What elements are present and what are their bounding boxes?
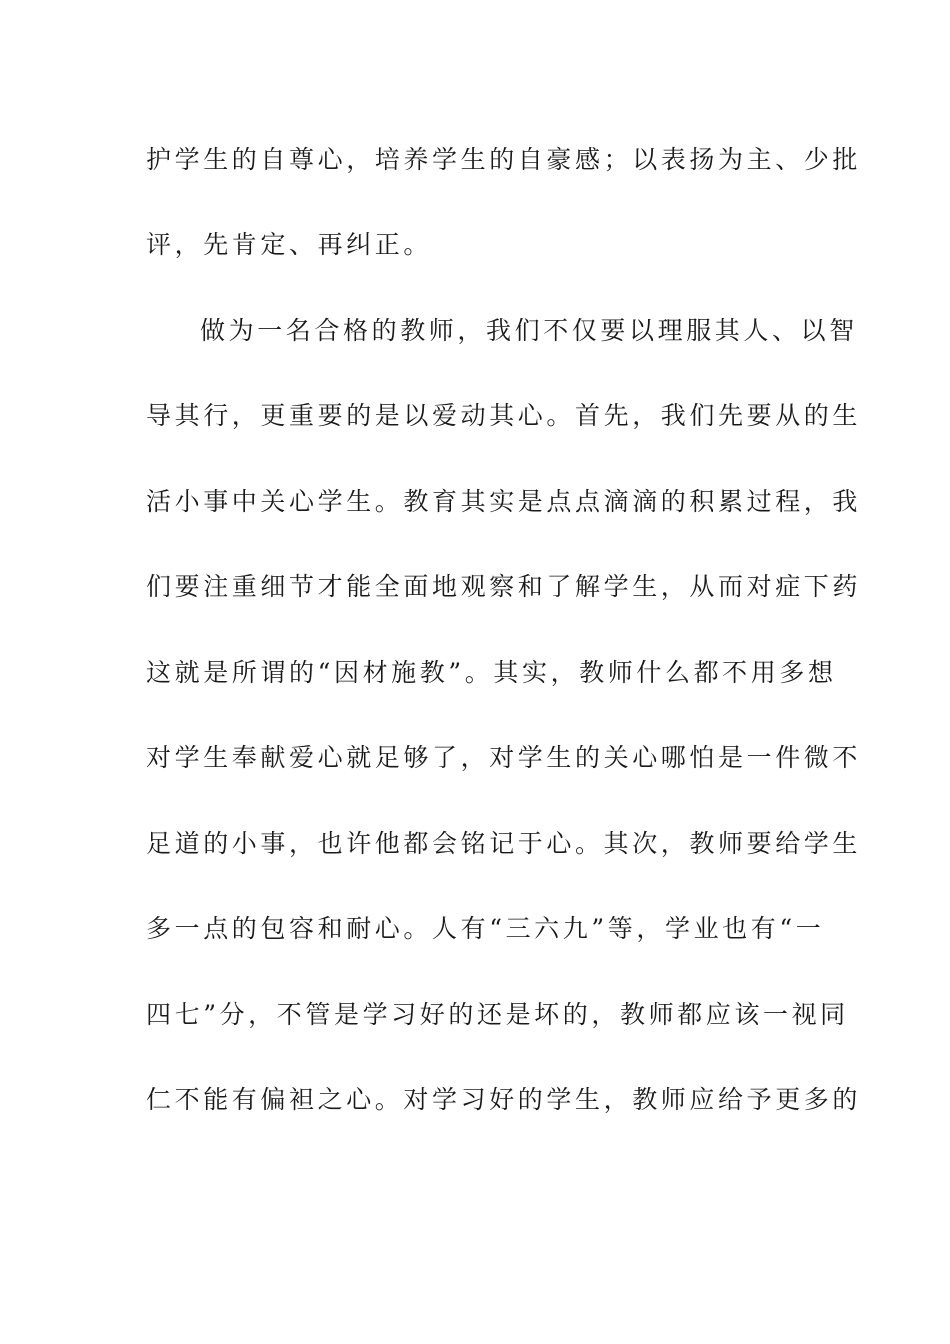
text-line: 多一点的包容和耐心。人有“三六九”等，学业也有“一 [146, 914, 825, 943]
text-line: 这就是所谓的“因材施教”。其实，教师什么都不用多想 [146, 658, 837, 687]
text-line: 活小事中关心学生。教育其实是点点滴滴的积累过程，我 [146, 487, 862, 516]
text-line: 对学生奉献爱心就足够了，对学生的关心哪怕是一件微不 [146, 743, 862, 772]
paragraph-first-line: 做为一名合格的教师，我们不仅要以理服其人、以智 [200, 316, 858, 345]
text-line: 导其行，更重要的是以爱动其心。首先，我们先要从的生 [146, 401, 862, 430]
text-line: 四七”分，不管是学习好的还是坏的，教师都应该一视同 [146, 1000, 849, 1029]
text-line: 足道的小事，也许他都会铭记于心。其次，教师要给学生 [146, 829, 862, 858]
text-line: 评，先肯定、再纠正。 [146, 230, 433, 259]
text-line: 们要注重细节才能全面地观察和了解学生，从而对症下药 [146, 572, 862, 601]
text-line: 仁不能有偏袒之心。对学习好的学生，教师应给予更多的 [146, 1085, 862, 1114]
text-line: 护学生的自尊心，培养学生的自豪感；以表扬为主、少批 [146, 145, 862, 174]
